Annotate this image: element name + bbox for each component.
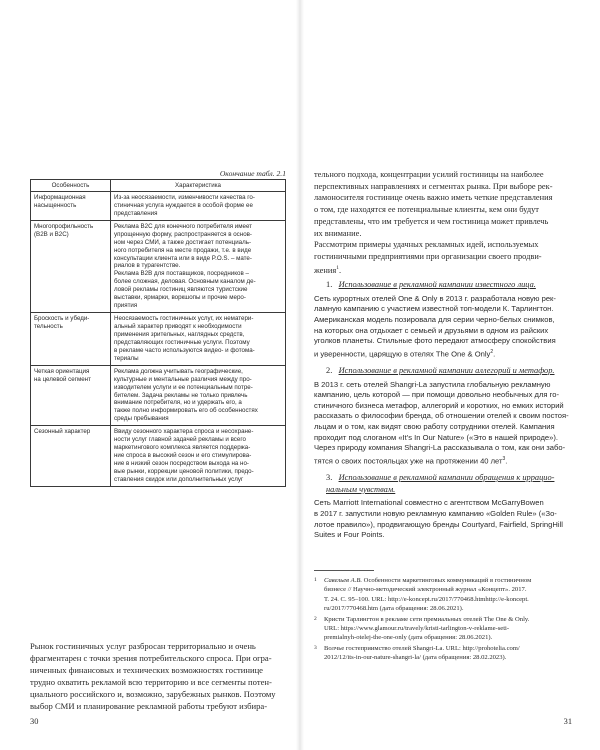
footnote-text bbox=[324, 576, 531, 614]
item1-title: Использование в рекламной кампании известного лица. bbox=[338, 280, 536, 290]
item1-number: 1. bbox=[326, 280, 333, 290]
item2-end: . bbox=[505, 456, 508, 466]
item1-paragraph bbox=[314, 294, 572, 360]
item1-heading bbox=[314, 279, 572, 291]
item2-text: В 2013 г. сеть отелей Shangri-La запустила глобальную рекламную кампанию, цель которой — при помощи довольно необычных для го- стиничного бизнеса метафор, аллегорий и коротких, но емких историй рассказать о философии бренда, об отношении отелей к своим постоя- льцам и о том, как видят свою работу сотрудники отелей. Кампания проходит под слоганом «It's In Our Nature» («Это в нашей природе»). Через природу компания Shangri-La рассказывала о том, как они забо- тятся о своих постояльцах уже на протяжении 40 лет bbox=[314, 379, 569, 466]
features-table bbox=[30, 179, 286, 487]
page-number-right: 31 bbox=[563, 717, 572, 726]
item2-title: Использование в рекламной кампании аллегорий и метафор. bbox=[338, 365, 555, 375]
table-row bbox=[31, 313, 286, 366]
footnote-item bbox=[314, 644, 572, 663]
footnote-ref-2: 2 bbox=[490, 348, 494, 355]
table-cell-feature: Сезонный характер bbox=[31, 426, 111, 487]
table-cell-desc: Реклама B2C для конечного потребителя имеет упрощенную форму, распространяется в основ- ном через СМИ, а также достигает потенциаль- ного потребителя на месте продажи, т.е. в виде консультации клиента или в виде P.O.S. – мате- риалов в турагентстве. Реклама B2B для поставщиков, посредников – более сложная, деловая. Основным каналом де- ловой рекламы гостиниц являются туристские выставки, ярмарки, воркшопы и прочие меро- приятия bbox=[111, 220, 286, 312]
examples-intro-paragraph bbox=[314, 239, 572, 276]
item1-end: . bbox=[493, 349, 496, 359]
intro-paragraph: тельного подхода, концентрации усилий гостиницы на наиболее перспективных направлениях и сегментах рынка. При выборе рек- ламоносителя гостинице очень важно иметь четкие представления о том, где находятся ее потенциальные клиенты, кем они будут представлены, что им требуется и чем гостиница может привлечь их внимание. bbox=[314, 170, 553, 238]
table-header-feature: Особенность bbox=[31, 180, 111, 192]
table-cell-feature: Многопрофильность (B2B и B2C) bbox=[31, 220, 111, 312]
table-row bbox=[31, 426, 286, 487]
footnote-text: Кристи Тарлингтон в рекламе сети премиальных отелей The One & Only. URL: https://www.glamour.ru/travely/kristi-tarlington-v-reklame-seti- premialnyh-otelej-the-one-only (дата обращения: 28.06.2021). bbox=[324, 615, 530, 642]
footnote-body: Особенности маркетинговых коммуникаций в гостиничном бизнесе // Научно-методический электронный журнал «Концепт». 2017. Т. 24. С. 95–100. URL: http://e-koncept.ru/2017/770468.htmhttp://e-koncept. ru/2017/770468.htm (дата обращения: 28.06.2021). bbox=[324, 577, 532, 613]
item2-paragraph bbox=[314, 380, 572, 467]
item3-title: Использование в рекламной кампании обращения к иррацио- нальным чувствам. bbox=[326, 472, 555, 494]
footnote-ref-3: 3 bbox=[502, 455, 506, 462]
item1-text: Сеть курортных отелей One & Only в 2013 г. разработала новую рек- ламную кампанию с участием известной топ-модели К. Тарлингтон. Американская модель позировала для серии черно-белых снимков, на которых она отдыхает с семьей и друзьями в одном из райских уголков планеты. Стильные фото передают атмосферу спокойствия и уверенности, царящую в отелях The One & Only bbox=[314, 293, 556, 359]
item2-heading bbox=[314, 365, 572, 377]
table-row bbox=[31, 220, 286, 312]
footnotes bbox=[314, 576, 572, 664]
left-body-paragraph: Рынок гостиничных услуг разбросан территориально и очень фрагментарен с точки зрения потребительского спроса. При огра- ниченных финансовых и технических возможностях гостинице трудно охватить рекламой всю территорию и все сегменты потен- циального российского и, возможно, зарубежных рынков. Поэтому выбор СМИ и планирование рекламной работы требуют избира- bbox=[30, 641, 276, 711]
table-caption: Окончание табл. 2.1 bbox=[219, 169, 286, 178]
item3-number: 3. bbox=[326, 472, 333, 482]
item3-paragraph: Сеть Marriott International совместно с агентством McGarryBowen в 2017 г. запустили новую рекламную кампанию «Golden Rule» («Зо- лотое правило»), продвигающую бренды Courtyard, Fairfield, SpringHill Suites и Four Points. bbox=[314, 498, 563, 540]
item3-heading bbox=[314, 472, 572, 495]
table-cell-feature: Броскость и убеди- тельность bbox=[31, 313, 111, 366]
table-row bbox=[31, 191, 286, 220]
examples-intro-text: Рассмотрим примеры удачных рекламных идей, используемых гостиничными предприятиями при организации своего продви- жения bbox=[314, 240, 542, 275]
footnote-text: Волчье гостеприимство отелей Shangri-La. URL: http://prohotelia.com/ 2012/12/its-in-our-nature-shangri-la/ (дата обращения: 28.02.2023). bbox=[324, 644, 520, 662]
item2-number: 2. bbox=[326, 365, 333, 375]
table-cell-desc: Ввиду сезонного характера спроса и несохране- ности услуг главной задачей рекламы и всего маркетингового комплекса является поддержа- ние спроса в высокий сезон и его стимулирова- ние в низкий сезон посредством выхода на но- вые рынки, коррекции ценовой политики, предо- ставления скидок или дополнительных услуг bbox=[111, 426, 286, 487]
footnote-mark: 1 bbox=[314, 577, 317, 583]
footnote-item bbox=[314, 615, 572, 643]
footnote-item bbox=[314, 576, 572, 614]
footnote-mark: 3 bbox=[314, 644, 317, 651]
page-number-left: 30 bbox=[30, 717, 39, 726]
footnote-mark: 2 bbox=[314, 615, 317, 622]
table-header-row bbox=[31, 180, 286, 192]
table-header-characteristic: Характеристика bbox=[111, 180, 286, 192]
footnote-author: Савельев А.В. bbox=[324, 577, 363, 584]
table-cell-feature: Четкая ориентация на целевой сегмент bbox=[31, 365, 111, 426]
right-text-column bbox=[314, 169, 572, 541]
table-cell-desc: Неосязаемость гостиничных услуг, их нематери- альный характер приводят к необходимости применения зрительных, наглядных средств, представляющих гостиничные услуги. Поэтому в рекламе часто используются видео- и фотома- териалы bbox=[111, 313, 286, 366]
table-cell-desc: Из-за неосязаемости, изменчивости качества го- стиничная услуга нуждается в особой форме ее представления bbox=[111, 191, 286, 220]
examples-intro-end: . bbox=[338, 265, 342, 275]
footnote-separator bbox=[314, 570, 374, 571]
table-row bbox=[31, 365, 286, 426]
footnote-ref-1: 1 bbox=[336, 264, 339, 271]
table-cell-feature: Информационная насыщенность bbox=[31, 191, 111, 220]
table-cell-desc: Реклама должна учитывать географические, культурные и ментальные различия между про- изводителем услуги и ее потенциальным потре- бителем. Задача рекламы не только привлечь внимание потребителя, но и удержать его, а также полно информировать его об особенностях среды пребывания bbox=[111, 365, 286, 426]
